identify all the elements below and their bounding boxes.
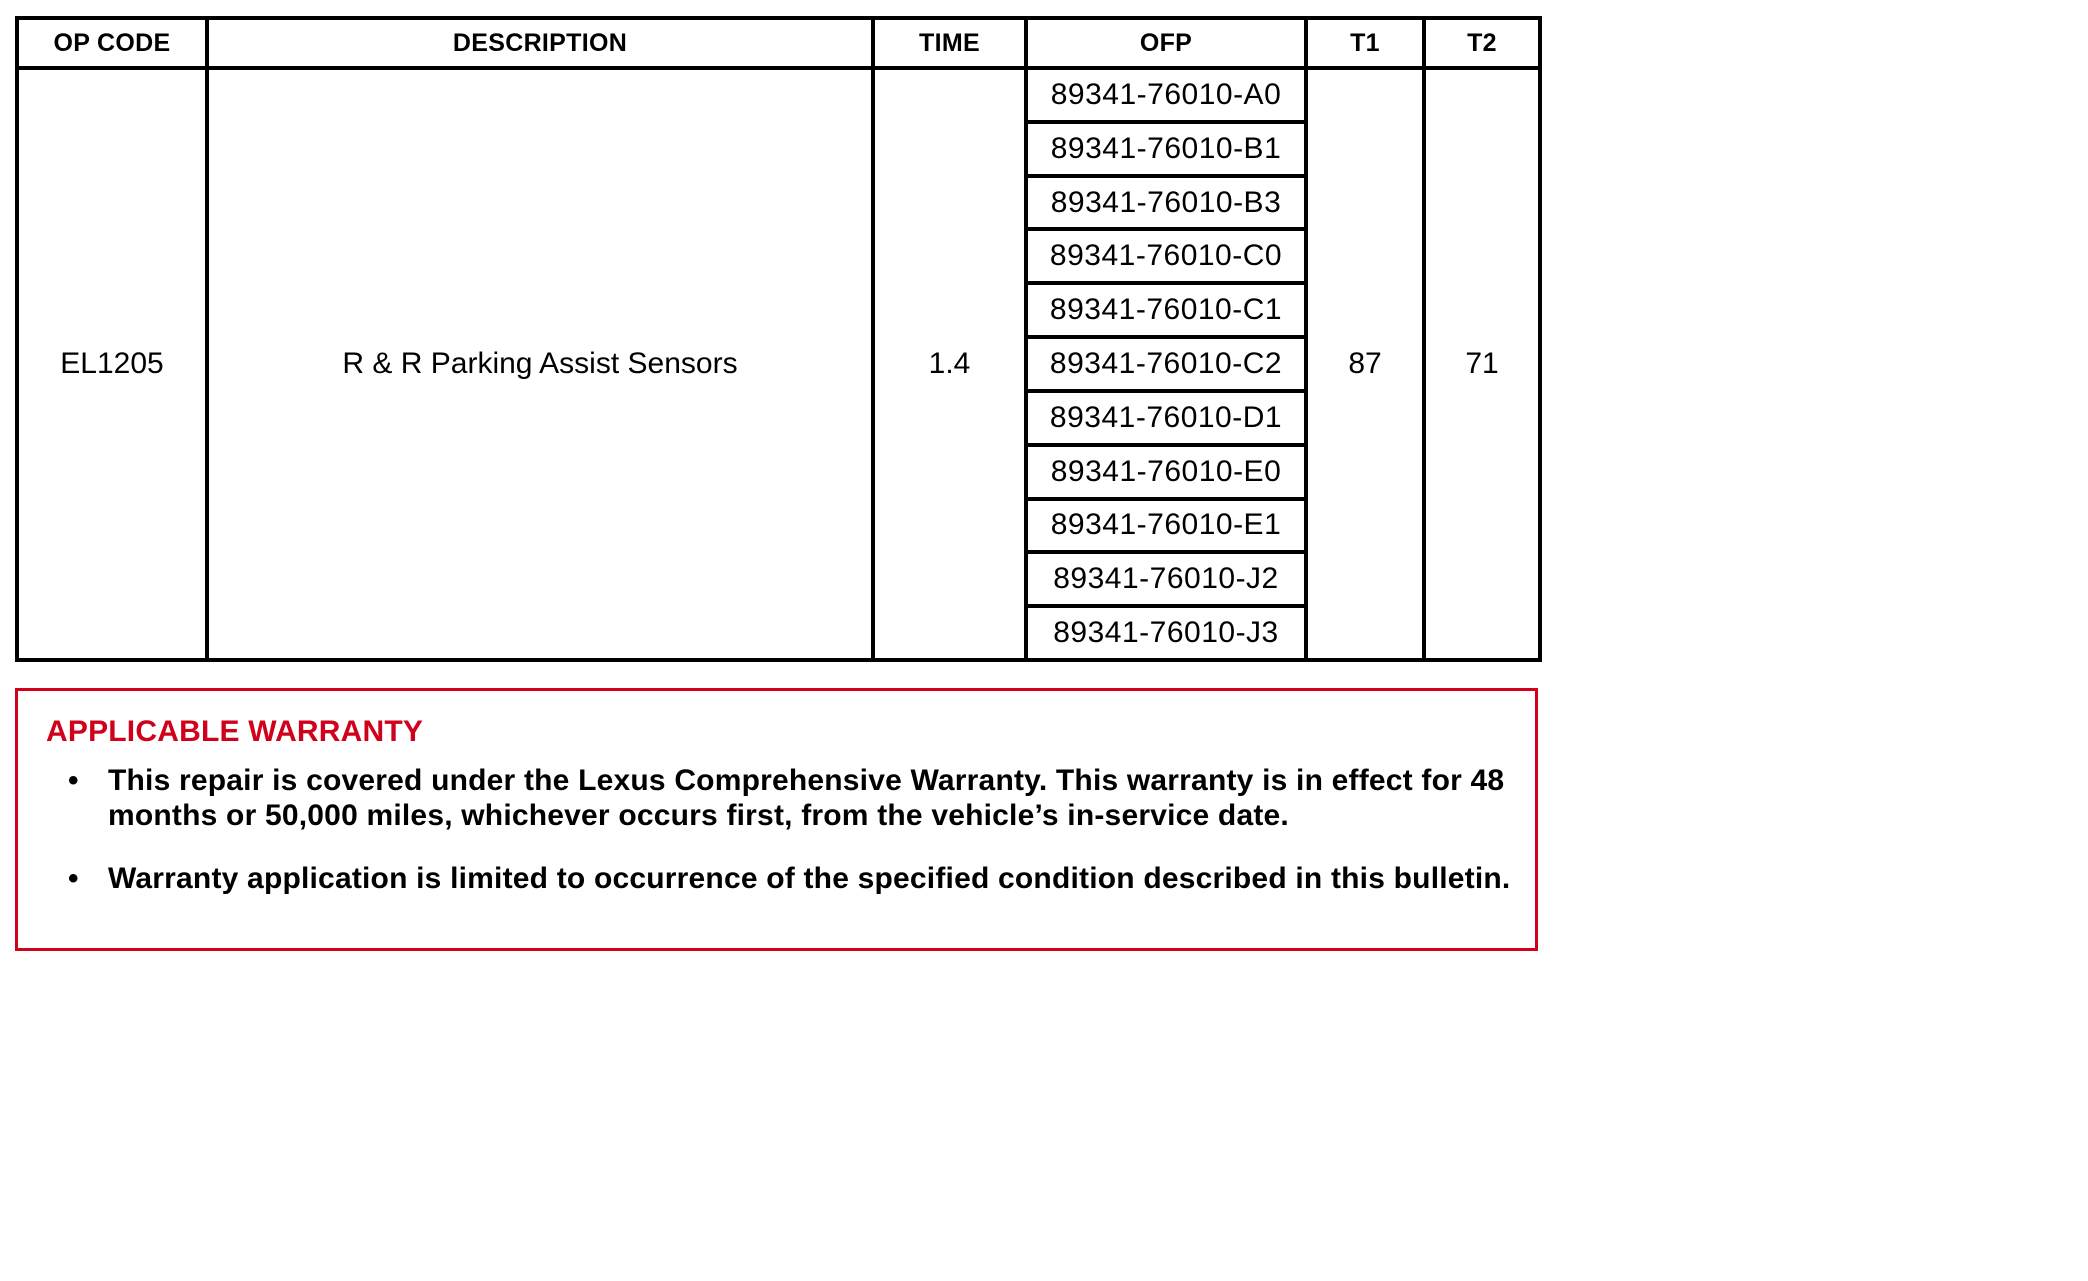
ofp-part-cell: 89341-76010-B1 [1026,122,1306,176]
op-code-cell: EL1205 [17,68,207,660]
header-op-code: OP CODE [17,18,207,68]
ofp-part-cell: 89341-76010-C0 [1026,229,1306,283]
ofp-part-cell: 89341-76010-E0 [1026,445,1306,499]
t1-cell: 87 [1306,68,1424,660]
warranty-item-text: This repair is covered under the Lexus Comprehensive Warranty. This warranty is in effect for 48 months or 50,000 miles, whichever occurs first, from the vehicle’s in-service date. [108,764,1505,832]
description-cell: R & R Parking Assist Sensors [207,68,873,660]
header-t1: T1 [1306,18,1424,68]
table-row [17,68,1540,122]
ofp-part-cell: 89341-76010-B3 [1026,176,1306,230]
ofp-part-cell: 89341-76010-C2 [1026,337,1306,391]
header-time: TIME [873,18,1026,68]
ofp-part-cell: 89341-76010-C1 [1026,283,1306,337]
bullet-icon: • [68,862,79,895]
ofp-part-cell: 89341-76010-D1 [1026,391,1306,445]
t2-cell: 71 [1424,68,1540,660]
ofp-part-cell: 89341-76010-J2 [1026,552,1306,606]
list-item [18,763,1535,833]
header-t2: T2 [1424,18,1540,68]
header-description: DESCRIPTION [207,18,873,68]
bullet-icon: • [68,764,79,797]
applicable-warranty-box [15,688,1538,951]
warranty-title: APPLICABLE WARRANTY [46,715,424,748]
header-ofp: OFP [1026,18,1306,68]
table-header-row [17,18,1540,68]
warranty-item-text: Warranty application is limited to occurrence of the specified condition described in this bulletin. [108,862,1511,895]
list-item [18,861,1535,896]
ofp-part-cell: 89341-76010-J3 [1026,606,1306,660]
warranty-list [18,763,1535,896]
ofp-part-cell: 89341-76010-E1 [1026,499,1306,553]
ofp-part-cell: 89341-76010-A0 [1026,68,1306,122]
labor-operation-table [15,16,1542,662]
time-cell: 1.4 [873,68,1026,660]
